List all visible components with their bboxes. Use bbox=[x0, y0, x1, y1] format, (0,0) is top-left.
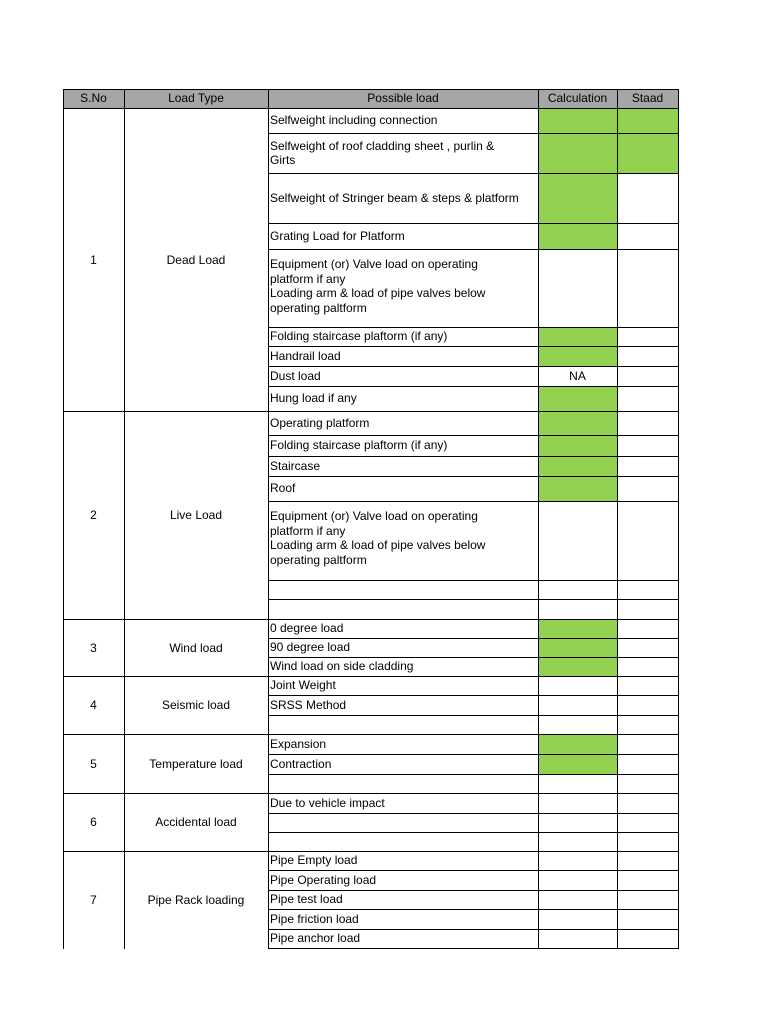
possible-load-cell: Folding staircase plaftorm (if any) bbox=[270, 438, 448, 453]
calculation-done-cell bbox=[538, 456, 617, 476]
possible-load-cell: SRSS Method bbox=[270, 697, 347, 712]
group-sno: 7 bbox=[90, 892, 97, 907]
possible-load-cell: Due to vehicle impact bbox=[270, 795, 385, 810]
calculation-done-cell bbox=[538, 223, 617, 249]
calculation-done-cell bbox=[538, 327, 617, 346]
group-border bbox=[63, 676, 679, 677]
possible-load-cell: Contraction bbox=[270, 756, 332, 771]
calculation-done-cell bbox=[538, 173, 617, 223]
possible-load-cell: Equipment (or) Valve load on operating platform if any Loading arm & load of pipe valves below operating paltform bbox=[270, 257, 486, 315]
possible-load-cell: Dust load bbox=[270, 368, 321, 383]
possible-load-cell: Pipe anchor load bbox=[270, 931, 361, 946]
group-load-type: Temperature load bbox=[149, 756, 243, 771]
group-sno: 1 bbox=[90, 252, 97, 267]
header-top-border bbox=[63, 89, 679, 90]
calculation-done-cell bbox=[538, 133, 617, 173]
possible-load-cell: Selfweight of roof cladding sheet , purlin & Girts bbox=[270, 138, 495, 167]
group-border bbox=[63, 411, 679, 412]
possible-load-cell: Selfweight of Stringer beam & steps & platform bbox=[270, 190, 519, 205]
calculation-done-cell bbox=[538, 657, 617, 676]
possible-load-cell: Roof bbox=[270, 481, 296, 496]
staad-done-cell bbox=[617, 108, 678, 133]
column-border bbox=[268, 89, 269, 949]
column-border bbox=[538, 89, 539, 949]
group-sno: 5 bbox=[90, 756, 97, 771]
calculation-done-cell bbox=[538, 435, 617, 456]
group-sno: 2 bbox=[90, 508, 97, 522]
calculation-done-cell bbox=[538, 638, 617, 657]
possible-load-cell: Expansion bbox=[270, 736, 327, 751]
header-staad: Staad bbox=[631, 91, 664, 105]
possible-load-cell: 90 degree load bbox=[270, 640, 351, 655]
possible-load-cell: Pipe friction load bbox=[270, 911, 359, 926]
staad-done-cell bbox=[617, 133, 678, 173]
possible-load-cell: Operating platform bbox=[270, 415, 370, 430]
column-border bbox=[678, 89, 679, 949]
calculation-done-cell bbox=[538, 386, 617, 411]
possible-load-cell: Equipment (or) Valve load on operating platform if any Loading arm & load of pipe valves below operating paltform bbox=[270, 509, 486, 567]
group-load-type: Live Load bbox=[169, 508, 223, 522]
header-sno: S.No bbox=[80, 91, 107, 105]
group-border bbox=[63, 734, 679, 735]
calculation-value: NA bbox=[569, 368, 586, 383]
header-load-type: Load Type bbox=[168, 91, 224, 105]
group-load-type: Seismic load bbox=[161, 698, 231, 712]
possible-load-cell: Pipe test load bbox=[270, 892, 343, 907]
possible-load-cell: Handrail load bbox=[270, 348, 341, 363]
possible-load-cell: Folding staircase plaftorm (if any) bbox=[270, 329, 448, 344]
header-calculation: Calculation bbox=[547, 91, 608, 105]
group-sno: 6 bbox=[90, 815, 97, 829]
header-bottom-border bbox=[63, 108, 679, 109]
group-border bbox=[63, 793, 679, 794]
group-load-type: Wind load bbox=[169, 640, 223, 655]
group-load-type: Accidental load bbox=[155, 815, 237, 829]
possible-load-cell: Pipe Operating load bbox=[270, 872, 377, 887]
group-border bbox=[63, 619, 679, 620]
column-border bbox=[617, 89, 618, 949]
possible-load-cell: Staircase bbox=[270, 458, 321, 473]
possible-load-cell: Grating Load for Platform bbox=[270, 228, 405, 243]
calculation-done-cell bbox=[538, 346, 617, 366]
calculation-done-cell bbox=[538, 476, 617, 501]
group-load-type: Pipe Rack loading bbox=[147, 892, 245, 907]
calculation-done-cell bbox=[538, 754, 617, 774]
calculation-done-cell bbox=[538, 108, 617, 133]
calculation-done-cell bbox=[538, 411, 617, 435]
group-sno: 4 bbox=[90, 698, 97, 712]
possible-load-cell: Selfweight including connection bbox=[270, 113, 438, 128]
possible-load-cell: Hung load if any bbox=[270, 391, 357, 406]
possible-load-cell: 0 degree load bbox=[270, 621, 344, 636]
group-load-type: Dead Load bbox=[166, 252, 226, 267]
possible-load-cell: Joint Weight bbox=[270, 678, 336, 693]
header-possible-load: Possible load bbox=[367, 91, 439, 105]
possible-load-cell: Wind load on side cladding bbox=[270, 659, 414, 674]
calculation-done-cell bbox=[538, 734, 617, 754]
group-border bbox=[63, 851, 679, 852]
calculation-done-cell bbox=[538, 619, 617, 638]
group-sno: 3 bbox=[90, 640, 97, 655]
possible-load-cell: Pipe Empty load bbox=[270, 853, 358, 868]
